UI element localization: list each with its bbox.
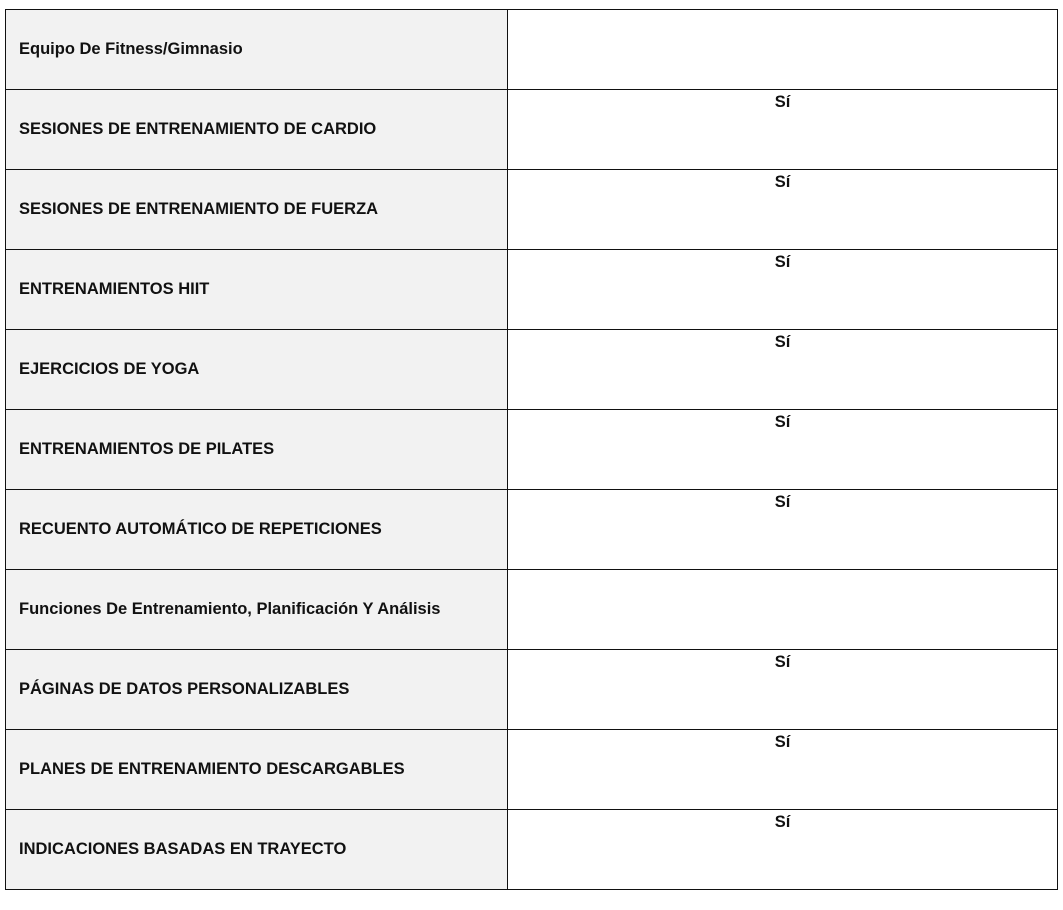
- table-row: [6, 170, 1058, 250]
- table-row: [6, 490, 1058, 570]
- row-label: ENTRENAMIENTOS DE PILATES: [6, 410, 508, 490]
- row-label: INDICACIONES BASADAS EN TRAYECTO: [6, 810, 508, 890]
- row-label: ENTRENAMIENTOS HIIT: [6, 250, 508, 330]
- row-label: PLANES DE ENTRENAMIENTO DESCARGABLES: [6, 730, 508, 810]
- table-row: [6, 410, 1058, 490]
- row-value: Sí: [508, 730, 1058, 810]
- row-value: Sí: [508, 330, 1058, 410]
- spec-table: [5, 9, 1058, 890]
- table-row: [6, 650, 1058, 730]
- row-value: Sí: [508, 810, 1058, 890]
- row-label: RECUENTO AUTOMÁTICO DE REPETICIONES: [6, 490, 508, 570]
- row-label: Equipo De Fitness/Gimnasio: [6, 10, 508, 90]
- row-value: [508, 10, 1058, 90]
- table-row: [6, 730, 1058, 810]
- table-row: [6, 90, 1058, 170]
- row-value: Sí: [508, 250, 1058, 330]
- table-row: [6, 810, 1058, 890]
- row-value: Sí: [508, 410, 1058, 490]
- table-row: [6, 330, 1058, 410]
- row-value: Sí: [508, 650, 1058, 730]
- section-row-training: [6, 570, 1058, 650]
- row-label: SESIONES DE ENTRENAMIENTO DE FUERZA: [6, 170, 508, 250]
- table-row: [6, 250, 1058, 330]
- row-label: SESIONES DE ENTRENAMIENTO DE CARDIO: [6, 90, 508, 170]
- row-label: Funciones De Entrenamiento, Planificación Y Análisis: [6, 570, 508, 650]
- row-value: [508, 570, 1058, 650]
- row-label: PÁGINAS DE DATOS PERSONALIZABLES: [6, 650, 508, 730]
- row-value: Sí: [508, 490, 1058, 570]
- section-row-fitness: [6, 10, 1058, 90]
- row-value: Sí: [508, 170, 1058, 250]
- row-label: EJERCICIOS DE YOGA: [6, 330, 508, 410]
- row-value: Sí: [508, 90, 1058, 170]
